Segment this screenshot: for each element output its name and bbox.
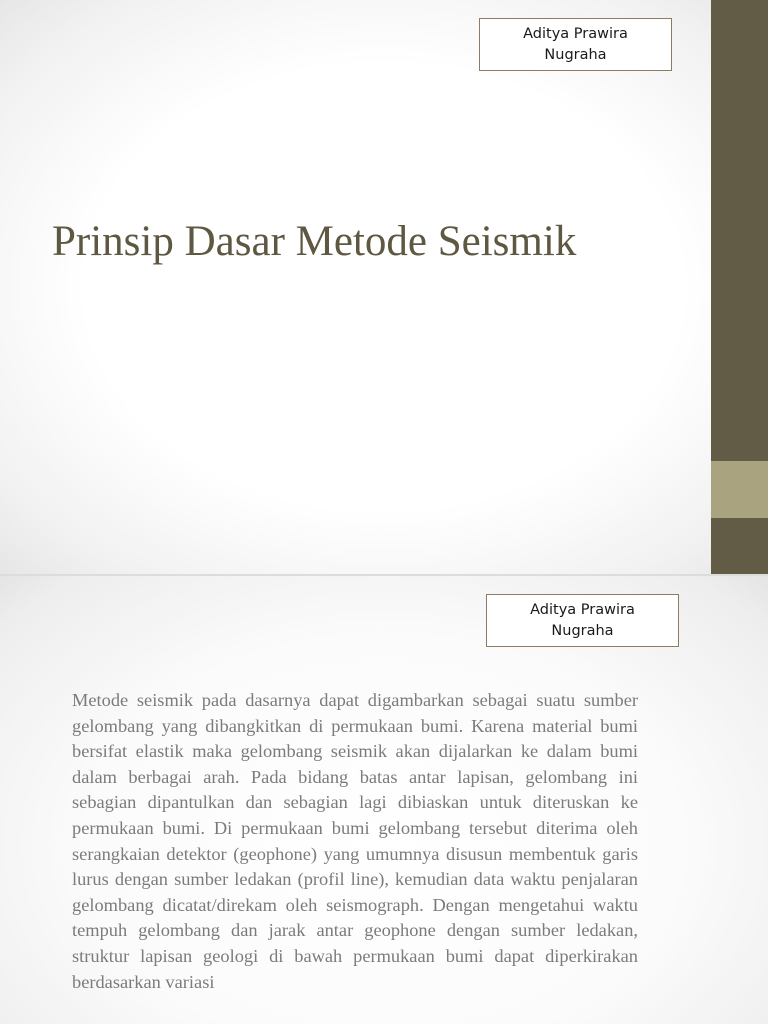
slide-2 (0, 576, 768, 1024)
author-name-line-1: Aditya Prawira (523, 25, 628, 42)
author-name-line-2: Nugraha (544, 46, 607, 63)
side-decoration-accent (711, 461, 768, 518)
body-paragraph: Metode seismik pada dasarnya dapat digambarkan sebagai suatu sumber gelombang yang dibangkitkan di permukaan bumi. Karena material bumi bersifat elastik maka gelombang seismik akan dijalarkan ke dalam bumi dalam berbagai arah. Pada bidang batas antar lapisan, gelombang ini sebagian dipantulkan dan sebagian lagi dibiaskan untuk diteruskan ke permukaan bumi. Di permukaan bumi gelombang tersebut diterima oleh serangkaian detektor (geophone) yang umumnya disusun membentuk garis lurus dengan sumber ledakan (profil line), kemudian data waktu penjalaran gelombang dicatat/direkam oleh seismograph. Dengan mengetahui waktu tempuh gelombang dan jarak antar geophone dengan sumber ledakan, struktur lapisan geologi di bawah permukaan bumi dapat diperkirakan berdasarkan variasi (72, 690, 638, 992)
author-name-line-1: Aditya Prawira (530, 601, 635, 618)
slide-title: Prinsip Dasar Metode Seismik (52, 218, 577, 265)
author-name-line-2: Nugraha (551, 622, 614, 639)
author-box (479, 18, 672, 71)
author-box (486, 594, 679, 647)
